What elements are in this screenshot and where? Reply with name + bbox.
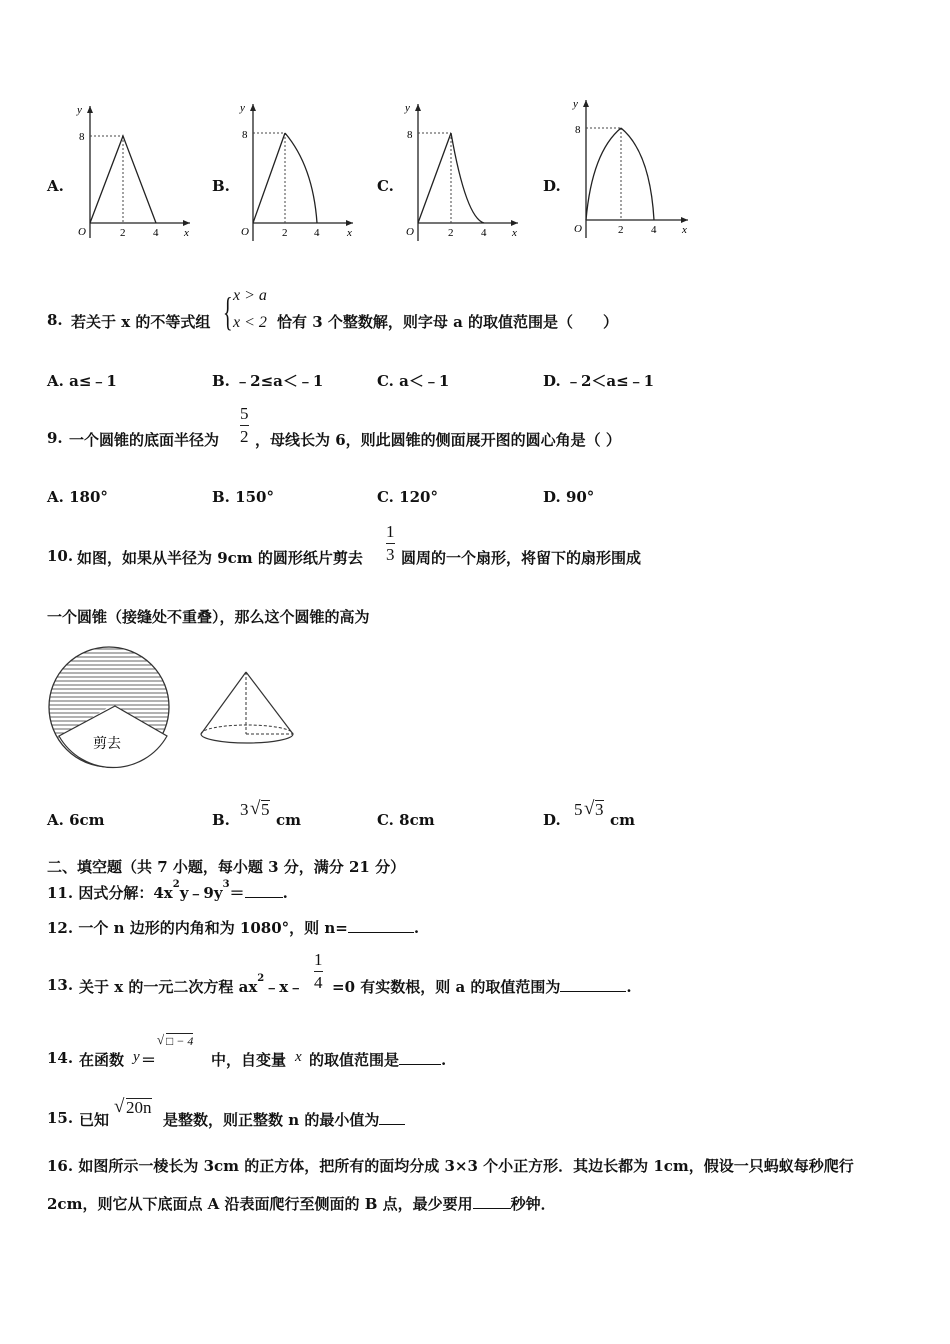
option-c-label[interactable]: C. (377, 177, 394, 195)
cut-label: 剪去 (93, 737, 121, 752)
q9-option-c[interactable]: C. 120° (377, 488, 438, 506)
x-tick-4: 4 (314, 227, 320, 239)
q9-option-b[interactable]: B. 150° (212, 488, 274, 506)
x-tick-2: 2 (120, 227, 126, 239)
question-10-line2: 一个圆锥（接缝处不重叠），那么这个圆锥的高为 (47, 608, 370, 626)
question-12: 12. 一个 n 边形的内角和为 1080°，则 n= . (47, 919, 420, 937)
question-11: 11. 因式分解：$4x^2y﹣9y^3=$ . (47, 879, 288, 902)
q8-option-d[interactable]: D. ﹣2＜a≤﹣1 (543, 372, 655, 390)
section-2-title: 二、填空题（共 7 小题，每小题 3 分，满分 21 分） (47, 858, 406, 876)
y-tick-8: 8 (242, 129, 248, 141)
x-tick-2: 2 (618, 224, 624, 236)
question-15: 15. 已知 √ 20n 是整数，则正整数 n 的最小值为 (47, 1094, 467, 1130)
q8-option-b[interactable]: B. ﹣2≤a＜﹣1 (212, 372, 324, 390)
x-axis-label: x (184, 227, 189, 239)
q10-option-c[interactable]: C. 8cm (377, 811, 435, 829)
brace-symbol: { (223, 289, 233, 334)
q9-option-d[interactable]: D. 90° (543, 488, 595, 506)
answer-blank[interactable] (379, 1124, 405, 1125)
question-text-suffix: 恰有 3 个整数解，则字母 a 的取值范围是（ ） (277, 313, 619, 331)
y-tick-8: 8 (575, 124, 581, 136)
question-text: 若关于 x 的不等式组 (71, 313, 211, 331)
x-tick-2: 2 (282, 227, 288, 239)
question-16-line2: 2cm，则它从下底面点 A 沿表面爬行至侧面的 B 点，最少要用 秒钟． (47, 1195, 556, 1213)
question-text-suffix: 圆周的一个扇形，将留下的扇形围成 (401, 549, 642, 567)
x-tick-4: 4 (153, 227, 159, 239)
fraction-1-3: 1 3 (386, 522, 395, 564)
question-16: 16. 如图所示一棱长为 3cm 的正方体，把所有的面均分成 3×3 个小正方形．其边长都为 1cm，假设一只蚂蚁每秒爬行 (47, 1157, 854, 1175)
q10-option-b[interactable]: B. 3 √ 5 cm (212, 798, 302, 829)
origin-label: O (406, 226, 414, 238)
origin-label: O (574, 223, 582, 235)
origin-label: O (241, 226, 249, 238)
answer-blank[interactable] (348, 932, 414, 933)
answer-blank[interactable] (245, 897, 283, 898)
question-text-suffix: ，母线长为 6，则此圆锥的侧面展开图的圆心角是（ ） (255, 431, 621, 449)
graph-option-a (70, 98, 200, 247)
question-number: 10. (47, 547, 74, 565)
q10-option-a[interactable]: A. 6cm (47, 811, 105, 829)
q9-option-a[interactable]: A. 180° (47, 488, 108, 506)
y-tick-8: 8 (407, 129, 413, 141)
inequality-2: x < 2 (233, 314, 267, 331)
fraction-1-4: 1 4 (314, 950, 323, 992)
option-a-label[interactable]: A. (47, 177, 64, 195)
q10-option-d[interactable]: D. 5 √ 3 cm (543, 798, 636, 829)
question-text: 如图，如果从半径为 9cm 的圆形纸片剪去 (77, 549, 363, 567)
question-number: 9. (47, 429, 63, 447)
answer-blank[interactable] (560, 991, 626, 992)
fraction-5-2: 5 2 (240, 404, 249, 446)
y-axis-label: y (240, 102, 245, 114)
question-number: 8. (47, 311, 63, 329)
y-axis-label: y (77, 104, 82, 116)
inequality-1: x > a (233, 287, 267, 304)
y-axis-label: y (405, 102, 410, 114)
answer-blank[interactable] (399, 1064, 441, 1065)
option-d-label[interactable]: D. (543, 177, 561, 195)
y-axis-label: y (573, 98, 578, 110)
y-tick-8: 8 (79, 131, 85, 143)
answer-blank[interactable] (473, 1208, 511, 1209)
q8-option-c[interactable]: C. a＜﹣1 (377, 372, 450, 390)
q8-option-a[interactable]: A. a≤﹣1 (47, 372, 117, 390)
x-axis-label: x (512, 227, 517, 239)
circle-figure (45, 644, 175, 780)
graph-option-b (233, 96, 363, 248)
option-b-label[interactable]: B. (212, 177, 230, 195)
graph-option-c (398, 96, 528, 248)
origin-label: O (78, 226, 86, 238)
cone-figure (195, 668, 300, 754)
graph-option-d (566, 92, 696, 246)
question-14: 14. 在函数 y ＝ √ □ − 4 中，自变量 x 的取值范围是 . (47, 1032, 447, 1069)
x-axis-label: x (347, 227, 352, 239)
question-text: 一个圆锥的底面半径为 (69, 431, 220, 449)
x-tick-4: 4 (481, 227, 487, 239)
x-tick-4: 4 (651, 224, 657, 236)
x-tick-2: 2 (448, 227, 454, 239)
x-axis-label: x (682, 224, 687, 236)
